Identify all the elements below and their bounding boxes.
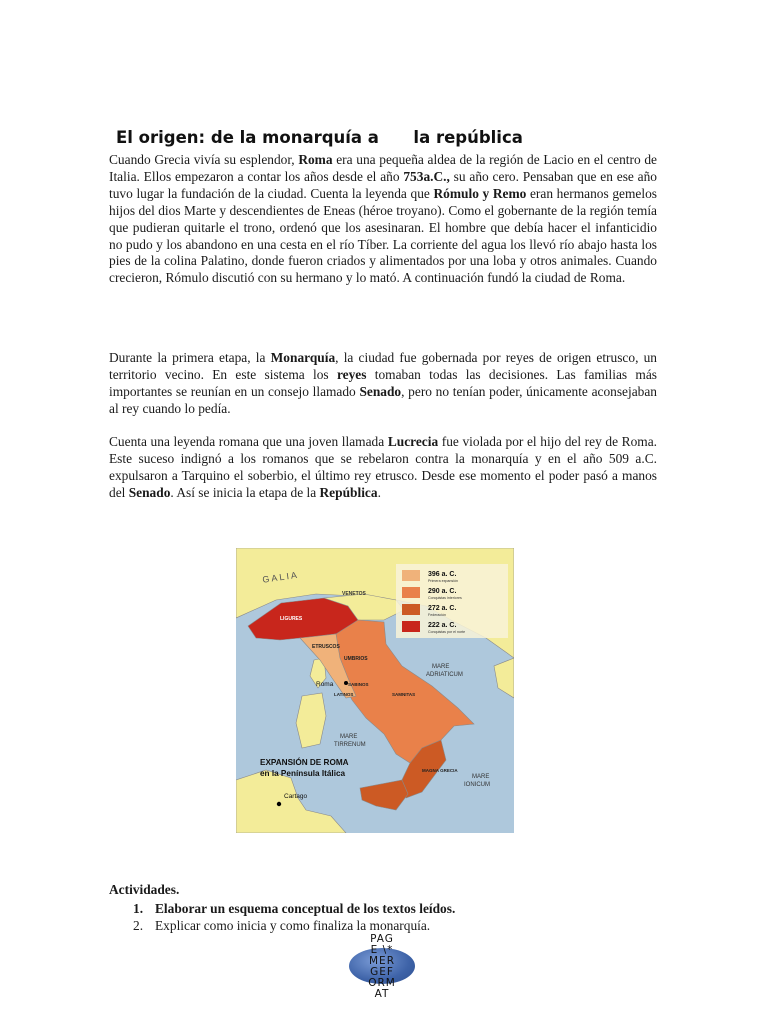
- bold-term: reyes: [336, 366, 367, 382]
- page-field-line: MER: [369, 955, 395, 967]
- label-roma: Roma: [316, 681, 334, 688]
- bold-term: Rómulo y Remo: [433, 185, 527, 201]
- page-number-field: [346, 934, 418, 998]
- page-field-code: [346, 934, 418, 1000]
- cartago-dot: [277, 802, 281, 806]
- label-tirrenum-2: TIRRENUM: [334, 742, 366, 748]
- activity-number: 1.: [133, 901, 144, 916]
- legend-year: 396 a. C.: [428, 571, 457, 578]
- bold-term: Senado: [128, 484, 171, 500]
- legend-swatch: [402, 621, 420, 632]
- text-run: Durante la primera etapa, la: [109, 350, 271, 365]
- page-field-line: GEF: [370, 966, 394, 978]
- text-run: . Así se inicia la etapa de la: [170, 484, 320, 500]
- page-field-line: E \*: [370, 944, 394, 956]
- label-ligures: LIGURES: [280, 616, 303, 622]
- label-samnitas: SAMNITAS: [392, 692, 416, 697]
- legend-swatch: [402, 570, 420, 581]
- activity-number: 2.: [133, 918, 144, 933]
- page-field-line: ORM: [368, 977, 396, 989]
- label-tirrenum-1: MARE: [340, 734, 358, 740]
- paragraph-monarchy: [109, 350, 657, 418]
- roman-expansion-map: [236, 548, 514, 833]
- text-run: .: [377, 484, 381, 500]
- text-run: Cuando Grecia vivía su esplendor,: [109, 152, 299, 167]
- paragraph-origin: [109, 152, 657, 287]
- text-run: Cuenta una leyenda romana que una joven llamada: [109, 434, 388, 449]
- page-title: El origen: de la monarquía a la república: [116, 128, 523, 147]
- text-run: su año cero. Pensaban que en ese año tuvo lugar la fundación de la ciudad. Cuenta la leyenda que: [109, 168, 658, 201]
- label-umbrios: UMBRIOS: [344, 656, 368, 662]
- label-ionicum-2: IONICUM: [464, 782, 490, 788]
- text-run: tomaban todas las decisiones. Las familias más importantes se reunían en un consejo llamado: [109, 366, 657, 399]
- legend-desc: Conquistas por el norte: [428, 630, 466, 634]
- legend-year: 272 a. C.: [428, 605, 457, 612]
- text-run: , pero no tenían poder, únicamente aconsejaban al rey cuando lo pedía.: [109, 383, 657, 416]
- bold-term: Lucrecia: [387, 434, 439, 449]
- activity-text: Elaborar un esquema conceptual de los textos leídos.: [155, 901, 456, 916]
- bold-term: Roma: [298, 152, 333, 167]
- label-sabinos: SABINOS: [348, 682, 369, 687]
- text-run: , la ciudad fue gobernada por reyes de origen etrusco, un territorio vecino. En este sistema los: [109, 350, 657, 382]
- legend-desc: Conquistas interiores: [428, 596, 462, 600]
- bold-term: 753a.C.,: [403, 168, 450, 184]
- label-magna-grecia: MAGNA GRECIA: [422, 768, 458, 773]
- page-field-line: PAG: [370, 933, 394, 945]
- label-galia: G A L I A: [261, 569, 298, 585]
- activities-title: Actividades.: [109, 882, 180, 897]
- label-latinos: LATINOS: [334, 692, 354, 697]
- label-venetos: VENETOS: [342, 591, 366, 597]
- label-adriaticum-1: MARE: [432, 664, 450, 670]
- text-run: eran hermanos gemelos hijos del dios Marte y descendientes de Eneas (héroe troyano). Como el gobernante de la región temía que pudieran quitarle el trono, ordenó que los asesinaran. El hombre que debía hacer el infanticidio no pudo y los abandono en una cesta en el río Tíber. La corriente del agua los llevó río abajo hasta los pies de la colina Palatino, donde fueron criados y alimentados por una loba y otros animales. Cuando crecieron, Rómulo discutió con su hermano y lo mató. A continuación fundó la ciudad de Roma.: [109, 185, 657, 286]
- paragraph-republic: [109, 434, 657, 502]
- text-run: era una pequeña aldea de la región de Lacio en el centro de Italia. Ellos empezaron a contar los años desde el año: [109, 152, 657, 184]
- page-field-line: AT: [374, 988, 390, 1000]
- activity-item: [109, 900, 669, 917]
- label-ionicum-1: MARE: [472, 774, 490, 780]
- map-title-line-1: EXPANSIÓN DE ROMA: [260, 758, 349, 767]
- activity-text: Explicar como inicia y como finaliza la monarquía.: [155, 918, 431, 933]
- bold-term: Senado: [359, 383, 402, 399]
- bold-term: Monarquía: [270, 350, 336, 365]
- label-cartago: Cartago: [284, 793, 308, 800]
- bold-term: República: [319, 484, 378, 500]
- activities-list: [109, 900, 669, 934]
- map-title-line-2: en la Península Itálica: [260, 769, 346, 778]
- legend-swatch: [402, 604, 420, 615]
- legend-year: 222 a. C.: [428, 622, 457, 629]
- legend-desc: Federación: [428, 613, 446, 617]
- legend-year: 290 a. C.: [428, 588, 457, 595]
- legend-swatch: [402, 587, 420, 598]
- label-adriaticum-2: ADRIATICUM: [426, 672, 463, 678]
- label-etruscos: ETRUSCOS: [312, 644, 340, 650]
- text-run: fue violada por el hijo del rey de Roma. Este suceso indignó a los romanos que se rebelaron contra la monarquía y en el año 509 a.C. expulsaron a Tarquino el soberbio, el último rey etrusco. Desde ese momento el poder pasó a manos del: [109, 434, 657, 500]
- legend-desc: Primera expansión: [428, 579, 458, 583]
- activity-item: [109, 917, 669, 934]
